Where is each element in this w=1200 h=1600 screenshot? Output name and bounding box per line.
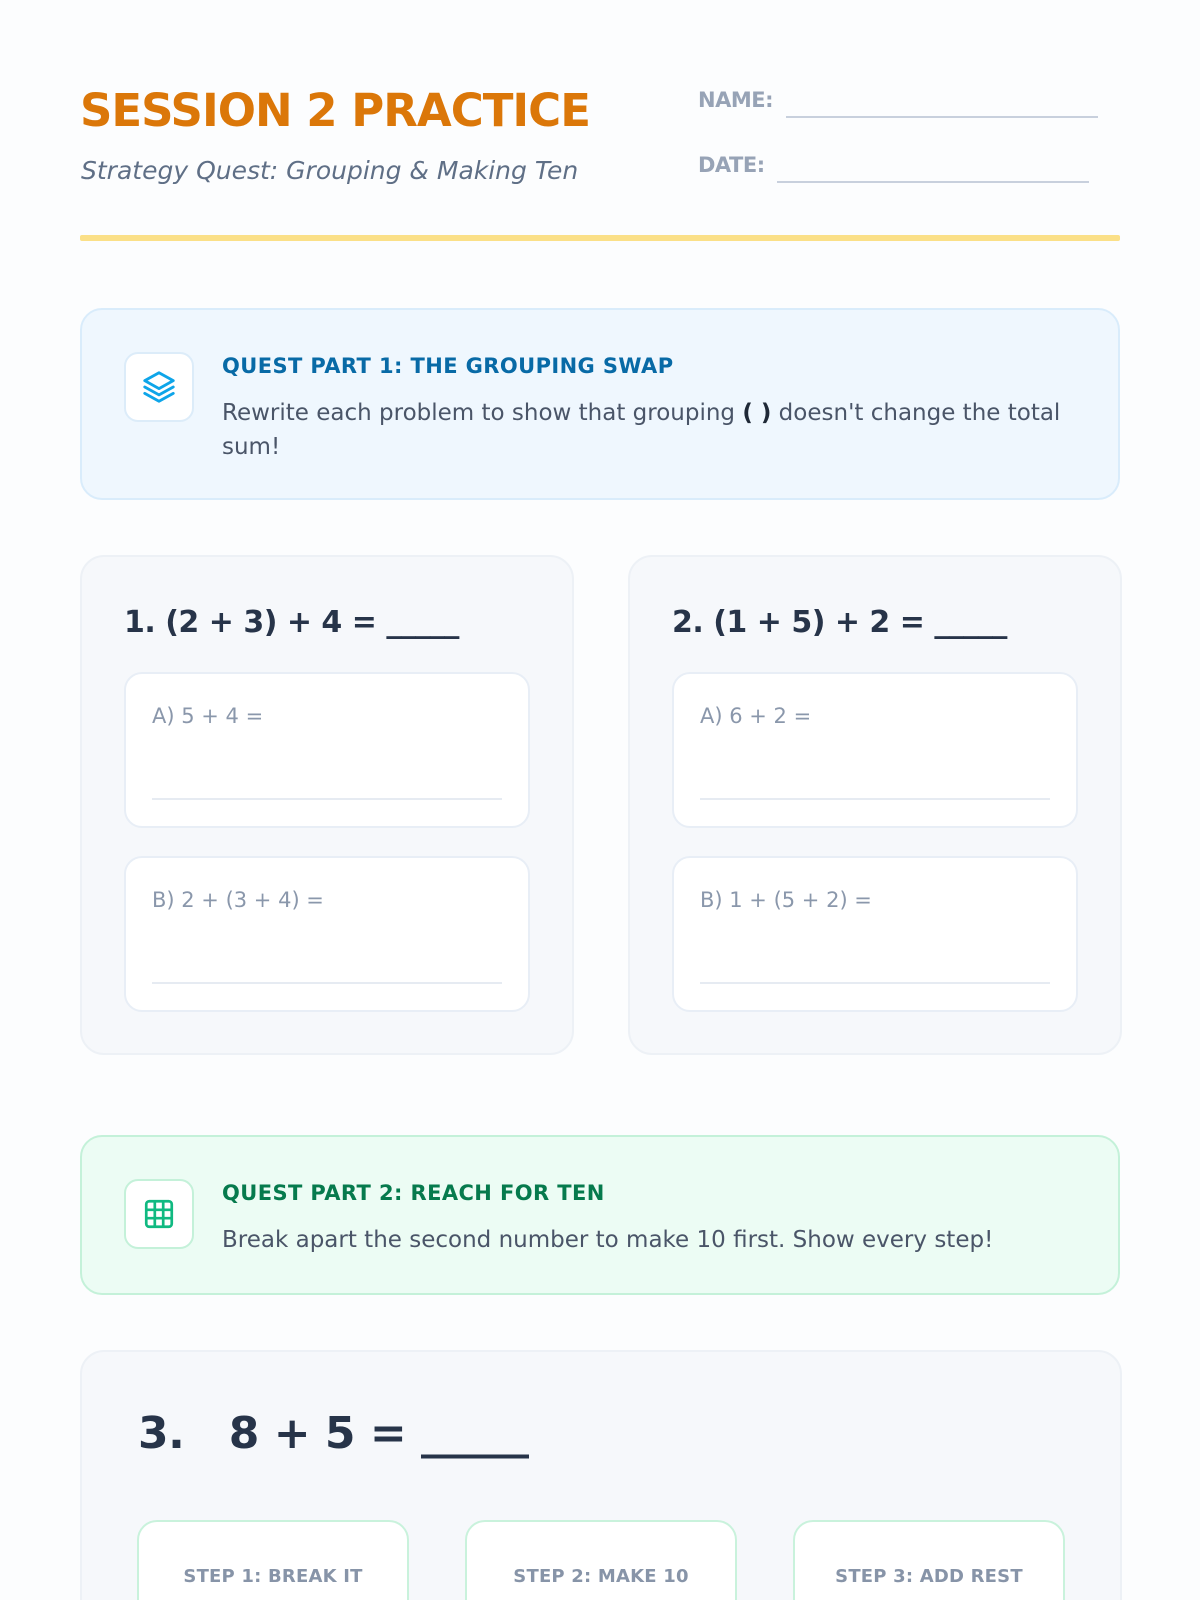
- problem-1-part-a-label: A) 5 + 4 =: [152, 704, 264, 728]
- layers-icon: [124, 352, 194, 422]
- grid-icon: [124, 1179, 194, 1249]
- quest-part-1-title: QUEST PART 1: THE GROUPING SWAP: [222, 354, 674, 378]
- date-label: DATE:: [698, 153, 765, 177]
- answer-line: [700, 982, 1050, 984]
- problem-3-card: [80, 1350, 1122, 1600]
- problem-1-part-b[interactable]: [124, 856, 530, 1012]
- name-label: NAME:: [698, 88, 773, 112]
- problem-2-part-b-label: B) 1 + (5 + 2) =: [700, 888, 872, 912]
- quest-part-2-instructions: Break apart the second number to make 10 first. Show every step!: [222, 1227, 994, 1253]
- problem-1-card: [80, 555, 574, 1055]
- problem-2-card: [628, 555, 1122, 1055]
- answer-line: [152, 982, 502, 984]
- date-field[interactable]: [777, 181, 1089, 183]
- step-1-label: STEP 1: BREAK IT: [183, 1566, 363, 1587]
- answer-line: [700, 798, 1050, 800]
- name-field[interactable]: [786, 116, 1098, 118]
- problem-2-part-b[interactable]: [672, 856, 1078, 1012]
- problem-1-part-a[interactable]: [124, 672, 530, 828]
- quest-part-2-title: QUEST PART 2: REACH FOR TEN: [222, 1181, 605, 1205]
- quest-part-1-instructions: Rewrite each problem to show that grouping ( ) doesn't change the total sum!: [222, 400, 1061, 460]
- step-3-label: STEP 3: ADD REST: [835, 1566, 1023, 1587]
- page-subtitle: Strategy Quest: Grouping & Making Ten: [81, 156, 579, 185]
- step-1-box[interactable]: [137, 1520, 409, 1600]
- problem-1-title: 1. (2 + 3) + 4 = _____: [124, 605, 459, 640]
- problem-1-part-b-label: B) 2 + (3 + 4) =: [152, 888, 324, 912]
- step-2-box[interactable]: [465, 1520, 737, 1600]
- quest-part-1-banner: [80, 308, 1120, 500]
- page-title: SESSION 2 PRACTICE: [80, 84, 590, 137]
- problem-2-title: 2. (1 + 5) + 2 = _____: [672, 605, 1007, 640]
- problem-3-title: 3. 8 + 5 = _____: [138, 1408, 529, 1459]
- problem-2-part-a-label: A) 6 + 2 =: [700, 704, 812, 728]
- step-3-box[interactable]: [793, 1520, 1065, 1600]
- quest-part-2-banner: [80, 1135, 1120, 1295]
- header-divider: [80, 235, 1120, 241]
- step-2-label: STEP 2: MAKE 10: [513, 1566, 689, 1587]
- answer-line: [152, 798, 502, 800]
- problem-2-part-a[interactable]: [672, 672, 1078, 828]
